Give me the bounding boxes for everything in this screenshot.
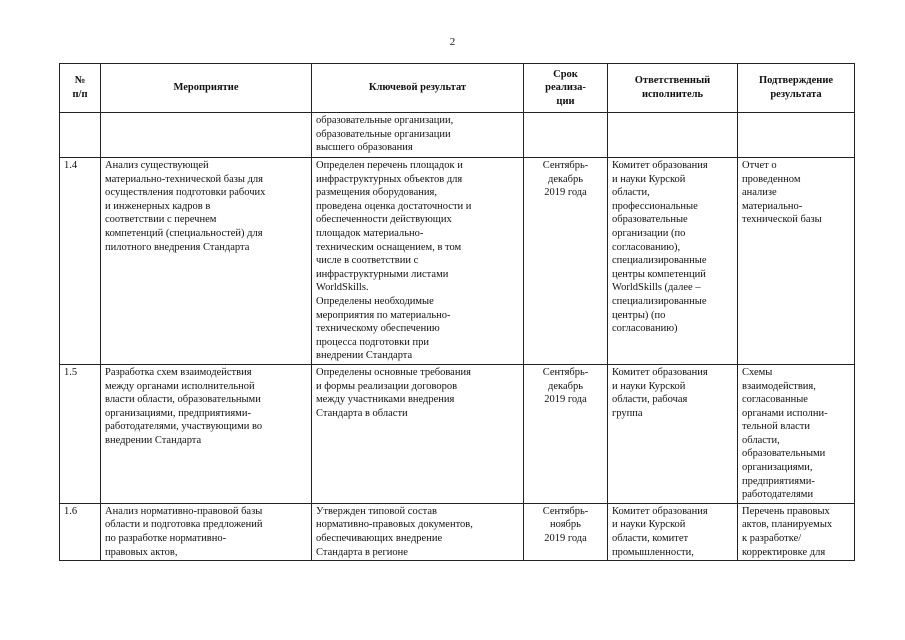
- text-line: Срок: [553, 68, 578, 80]
- text-line: и науки Курской: [612, 519, 686, 531]
- text-line: образовательными: [742, 448, 826, 460]
- event-cell: [101, 364, 312, 503]
- text-line: согласованные: [742, 394, 808, 406]
- table-row: [60, 113, 855, 158]
- text-line: и науки Курской: [612, 173, 686, 185]
- text-line: технической базы: [742, 214, 822, 226]
- term-cell: [524, 113, 608, 158]
- text-line: области, рабочая: [612, 394, 688, 406]
- plan-table-body: [60, 113, 855, 561]
- text-line: 2019 года: [544, 533, 587, 545]
- column-header-term: [524, 64, 608, 113]
- table-row: [60, 158, 855, 365]
- text-line: площадок материально-: [316, 227, 424, 239]
- text-line: материально-технической базы для: [105, 173, 263, 185]
- text-line: между органами исполнительной: [105, 380, 255, 392]
- text-line: согласованию): [612, 323, 678, 335]
- text-line: соответствии с перечнем: [105, 214, 217, 226]
- text-line: Анализ нормативно-правовой базы: [105, 505, 263, 517]
- text-line: и науки Курской: [612, 380, 686, 392]
- text-line: группа: [612, 407, 643, 419]
- row-number: [60, 158, 101, 365]
- executor-cell: [608, 158, 738, 365]
- text-line: образовательные: [612, 214, 688, 226]
- text-line: взаимодействия,: [742, 380, 816, 392]
- executor-cell: [608, 503, 738, 560]
- row-number: [60, 503, 101, 560]
- text-line: правовых актов,: [105, 546, 178, 558]
- text-line: размещения оборудования,: [316, 187, 437, 199]
- confirmation-cell: [738, 364, 855, 503]
- text-line: Стандарта в области: [316, 407, 408, 419]
- text-line: п/п: [72, 89, 88, 100]
- text-line: Разработка схем взаимодействия: [105, 366, 252, 378]
- confirmation-cell: [738, 158, 855, 365]
- text-line: реализа-: [545, 82, 586, 94]
- text-line: организациями, предприятиями-: [105, 407, 251, 419]
- text-line: Утвержден типовой состав: [316, 505, 437, 517]
- text-line: Мероприятие: [173, 82, 239, 94]
- text-line: 1.4: [64, 160, 78, 171]
- event-cell: [101, 158, 312, 365]
- text-line: Комитет образования: [612, 366, 708, 378]
- text-line: 1.5: [64, 366, 78, 378]
- column-header-number: [60, 64, 101, 113]
- text-line: №: [74, 75, 86, 87]
- text-line: работодателями, участвующими во: [105, 421, 263, 433]
- text-line: Подтверждение: [758, 75, 834, 87]
- text-line: тельной власти: [742, 421, 810, 433]
- text-line: организации (по: [612, 227, 686, 239]
- text-line: области,: [612, 187, 650, 199]
- text-line: Ключевой результат: [368, 82, 467, 94]
- text-line: Комитет образования: [612, 160, 708, 171]
- text-line: инфраструктурных объектов для: [316, 173, 463, 185]
- text-line: области,: [742, 434, 780, 446]
- text-line: внедрении Стандарта: [105, 434, 202, 446]
- text-line: числе в соответствии с: [316, 255, 419, 267]
- text-line: 2019 года: [544, 187, 587, 199]
- text-line: области, комитет: [612, 533, 689, 545]
- text-line: Анализ существующей: [105, 160, 209, 171]
- term-cell: [524, 503, 608, 560]
- term-cell: [524, 364, 608, 503]
- text-line: декабрь: [548, 173, 583, 185]
- text-line: анализе: [742, 187, 777, 199]
- text-line: Перечень правовых: [742, 505, 830, 517]
- text-line: Отчет о: [742, 160, 777, 171]
- text-line: Сентябрь-: [542, 160, 589, 171]
- text-line: проведенном: [742, 173, 801, 185]
- column-header-result: [312, 64, 524, 113]
- text-line: актов, планируемых: [742, 519, 833, 531]
- text-line: и формы реализации договоров: [316, 380, 458, 392]
- column-header-confirmation: [738, 64, 855, 113]
- text-line: осуществления подготовки рабочих: [105, 187, 266, 199]
- text-line: внедрении Стандарта: [316, 350, 413, 362]
- text-line: процесса подготовки при: [316, 336, 429, 348]
- plan-table: [59, 63, 855, 561]
- text-line: 1.6: [64, 505, 78, 517]
- text-line: инфраструктурными листами: [316, 268, 449, 280]
- text-line: обеспечивающих внедрение: [316, 533, 443, 545]
- text-line: высшего образования: [316, 142, 413, 154]
- text-line: предприятиями-: [742, 475, 815, 487]
- text-line: Сентябрь-: [542, 505, 589, 517]
- column-header-executor: [608, 64, 738, 113]
- text-line: центры) (по: [612, 309, 666, 321]
- table-row: [60, 364, 855, 503]
- page-number: 2: [449, 36, 456, 48]
- result-cell: [312, 113, 524, 158]
- text-line: профессиональные: [612, 200, 698, 212]
- result-cell: [312, 364, 524, 503]
- text-line: центры компетенций: [612, 268, 706, 280]
- row-number: [60, 364, 101, 503]
- text-line: проведена оценка достаточности и: [316, 200, 472, 212]
- confirmation-cell: [738, 113, 855, 158]
- text-line: исполнитель: [641, 89, 704, 100]
- text-line: и инженерных кадров в: [105, 200, 211, 212]
- text-line: власти области, образовательными: [105, 394, 261, 406]
- text-line: по разработке нормативно-: [105, 533, 227, 545]
- text-line: ноябрь: [550, 519, 581, 531]
- text-line: между участниками внедрения: [316, 394, 455, 406]
- text-line: образовательные организации: [316, 128, 451, 140]
- text-line: Определен перечень площадок и: [316, 160, 463, 171]
- text-line: к разработке/: [742, 533, 802, 545]
- text-line: техническим оснащением, в том: [316, 241, 462, 253]
- text-line: обеспеченности действующих: [316, 214, 452, 226]
- confirmation-cell: [738, 503, 855, 560]
- text-line: специализированные: [612, 255, 707, 267]
- text-line: органами исполни-: [742, 407, 828, 419]
- term-cell: [524, 158, 608, 365]
- text-line: WorldSkills (далее –: [612, 282, 701, 294]
- text-line: пилотного внедрения Стандарта: [105, 241, 250, 253]
- text-line: декабрь: [548, 380, 583, 392]
- executor-cell: [608, 364, 738, 503]
- text-line: 2019 года: [544, 394, 587, 406]
- table-row: [60, 503, 855, 560]
- event-cell: [101, 503, 312, 560]
- result-cell: [312, 503, 524, 560]
- text-line: промышленности,: [612, 546, 694, 558]
- text-line: Определены основные требования: [316, 366, 471, 378]
- row-number: [60, 113, 101, 158]
- text-line: образовательные организации,: [316, 115, 454, 126]
- text-line: мероприятия по материально-: [316, 309, 451, 321]
- executor-cell: [608, 113, 738, 158]
- table-header-row: [60, 64, 855, 113]
- text-line: Определены необходимые: [316, 295, 434, 307]
- text-line: нормативно-правовых документов,: [316, 519, 473, 531]
- text-line: компетенций (специальностей) для: [105, 227, 263, 239]
- column-header-event: [101, 64, 312, 113]
- event-cell: [101, 113, 312, 158]
- text-line: WorldSkills.: [316, 282, 369, 294]
- text-line: организациями,: [742, 462, 813, 474]
- text-line: специализированные: [612, 295, 707, 307]
- text-line: материально-: [742, 200, 803, 212]
- text-line: техническому обеспечению: [316, 323, 440, 335]
- text-line: результата: [770, 89, 822, 100]
- text-line: ции: [556, 95, 575, 107]
- text-line: корректировке для: [742, 546, 826, 558]
- text-line: области и подготовка предложений: [105, 519, 263, 531]
- text-line: Ответственный: [634, 75, 711, 87]
- result-cell: [312, 158, 524, 365]
- text-line: Стандарта в регионе: [316, 546, 408, 558]
- text-line: Сентябрь-: [542, 366, 589, 378]
- text-line: Схемы: [742, 366, 773, 378]
- text-line: Комитет образования: [612, 505, 708, 517]
- text-line: работодателями: [742, 489, 814, 501]
- text-line: согласованию),: [612, 241, 681, 253]
